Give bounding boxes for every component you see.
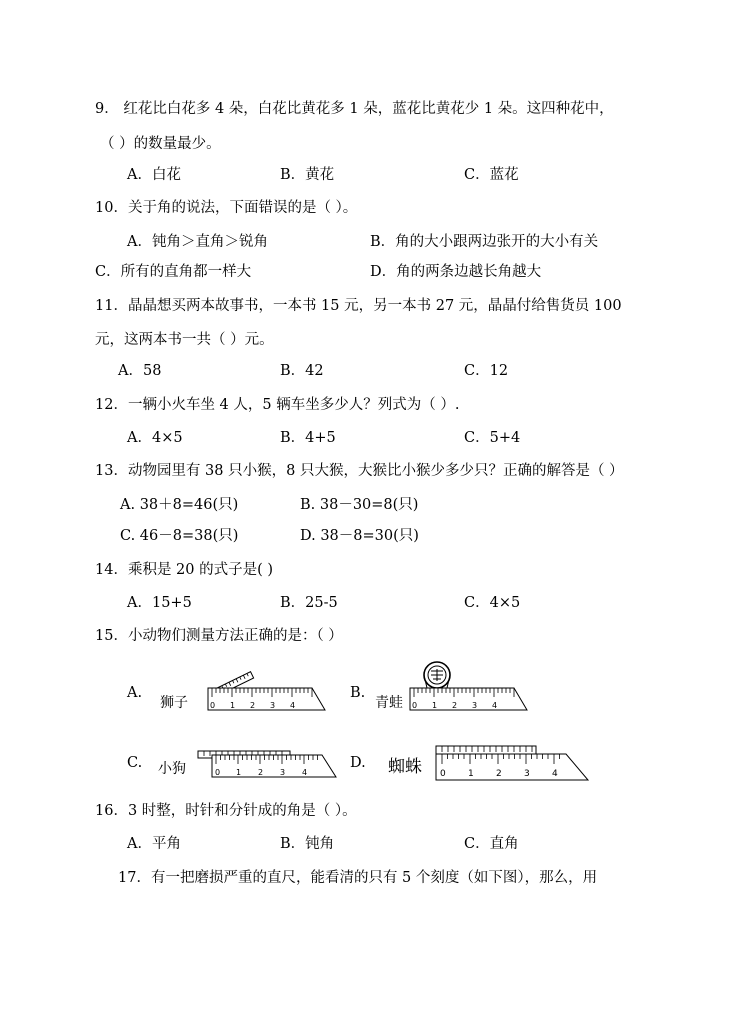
question-10-option-c[interactable]: C．所有的直角都一样大 (95, 264, 252, 280)
question-16-option-b[interactable]: B．钝角 (280, 836, 335, 852)
question-13-option-a[interactable]: A. 38＋8=46(只) (120, 497, 239, 513)
question-11-option-c[interactable]: C．12 (464, 363, 509, 379)
ruler-c-tick-3: 3 (280, 768, 286, 777)
question-12-option-a[interactable]: A．4×5 (127, 430, 183, 446)
question-17-line-1: 17．有一把磨损严重的直尺，能看清的只有 5 个刻度（如下图），那么，用 (118, 870, 598, 886)
question-10-option-b[interactable]: B．角的大小跟两边张开的大小有关 (370, 234, 599, 250)
dog-label: 小狗 (158, 761, 186, 777)
question-15-option-a[interactable]: A. (127, 685, 143, 701)
ruler-a-tick-4: 4 (290, 701, 296, 710)
ruler-b-tick-0: 0 (412, 701, 418, 710)
ruler-b-tick-4: 4 (492, 701, 498, 710)
question-15-option-b[interactable]: B. (350, 685, 366, 701)
frog-label: 青蛙 (375, 695, 403, 711)
question-11-line-2: 元，这两本书一共（ ）元。 (95, 332, 274, 348)
question-10-line-1: 10．关于角的说法，下面错误的是（ ）。 (95, 200, 358, 216)
question-12-line-1: 12．一辆小火车坐 4 人，5 辆车坐多少人？列式为（ ）. (95, 397, 460, 413)
ruler-a-tick-3: 3 (270, 701, 276, 710)
question-11-option-a[interactable]: A．58 (118, 363, 162, 379)
question-12-option-c[interactable]: C．5+4 (464, 430, 521, 446)
ruler-b-tick-3: 3 (472, 701, 478, 710)
question-14-option-a[interactable]: A．15+5 (127, 595, 192, 611)
question-10-option-a[interactable]: A．钝角＞直角＞锐角 (127, 234, 268, 250)
question-9-line-2: （ ）的数量最少。 (100, 136, 221, 152)
question-12-option-b[interactable]: B．4+5 (280, 430, 336, 446)
ruler-a-tick-0: 0 (210, 701, 216, 710)
question-15-line-1: 15．小动物们测量方法正确的是：（ ） (95, 628, 343, 644)
question-14-option-b[interactable]: B．25-5 (280, 595, 338, 611)
ruler-b-tick-2: 2 (452, 701, 458, 710)
question-10-option-d[interactable]: D．角的两条边越长角越大 (370, 264, 542, 280)
ruler-c-tick-2: 2 (258, 768, 264, 777)
ruler-c-tick-0: 0 (215, 768, 221, 777)
ruler-figure-c (196, 749, 346, 781)
ruler-b-tick-1: 1 (432, 701, 438, 710)
ruler-d-tick-3: 3 (524, 769, 530, 779)
ruler-figure-a (205, 664, 330, 716)
question-16-option-c[interactable]: C．直角 (464, 836, 519, 852)
question-13-option-c[interactable]: C. 46－8=38(只) (120, 528, 239, 544)
question-11-option-b[interactable]: B．42 (280, 363, 324, 379)
spider-label: 蜘蛛 (388, 757, 422, 777)
question-9-option-a[interactable]: A．白花 (127, 167, 181, 183)
ruler-a-tick-2: 2 (250, 701, 256, 710)
ruler-d-tick-2: 2 (496, 769, 502, 779)
question-14-option-c[interactable]: C．4×5 (464, 595, 521, 611)
question-14-line-1: 14．乘积是 20 的式子是( ) (95, 562, 274, 578)
question-9-line-1: 9． 红花比白花多 4 朵，白花比黄花多 1 朵，蓝花比黄花少 1 朵。这四种花中， (95, 101, 614, 117)
question-11-line-1: 11．晶晶想买两本故事书，一本书 15 元，另一本书 27 元，晶晶付给售货员 100 (95, 298, 622, 314)
question-16-option-a[interactable]: A．平角 (127, 836, 181, 852)
question-15-option-d[interactable]: D. (350, 755, 366, 771)
ruler-d-tick-1: 1 (468, 769, 474, 779)
question-16-line-1: 16．3 时整，时针和分针成的角是（ ）。 (95, 803, 357, 819)
lion-label: 狮子 (160, 695, 188, 711)
ruler-c-tick-4: 4 (302, 768, 308, 777)
ruler-c-tick-1: 1 (236, 768, 242, 777)
question-13-option-b[interactable]: B. 38－30=8(只) (300, 497, 419, 513)
question-13-line-1: 13．动物园里有 38 只小猴，8 只大猴，大猴比小猴少多少只？正确的解答是（ ） (95, 463, 624, 479)
ruler-d-tick-0: 0 (440, 769, 446, 779)
question-13-option-d[interactable]: D. 38－8=30(只) (300, 528, 419, 544)
ruler-d-tick-4: 4 (552, 769, 558, 779)
ruler-figure-b (407, 656, 532, 716)
question-15-option-c[interactable]: C. (127, 755, 143, 771)
ruler-a-tick-1: 1 (230, 701, 236, 710)
ruler-figure-d (434, 744, 594, 782)
question-9-option-b[interactable]: B．黄花 (280, 167, 335, 183)
question-9-option-c[interactable]: C．蓝花 (464, 167, 519, 183)
